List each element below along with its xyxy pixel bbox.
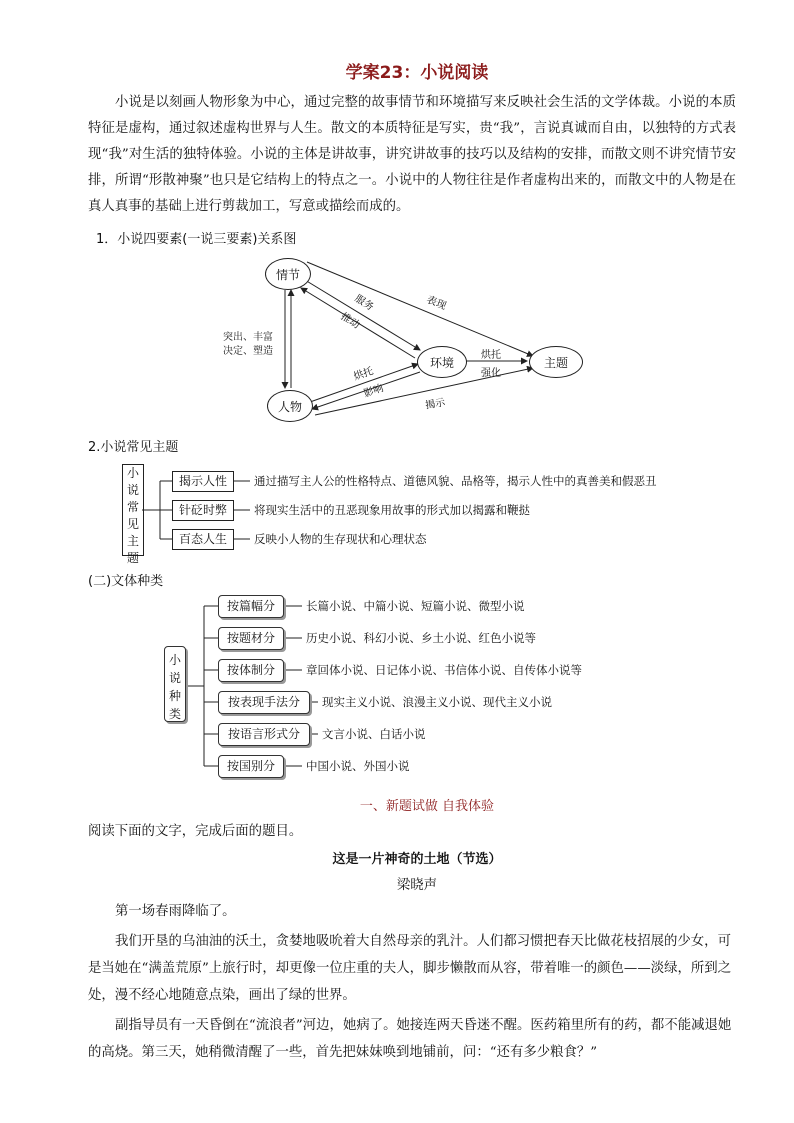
theme-desc-3: 反映小人物的生存现状和心理状态 [254, 532, 427, 546]
story-paragraph-2: 我们开垦的乌油油的沃土，贪婪地吸吮着大自然母亲的乳汁。人们都习惯把春天比做花枝招展的少女，可是当她在“满盖荒原”上旅行时，却更像一位庄重的夫人，脚步懒散而从容，带着唯一的颜色——淡绿，所到之处，漫不经心地随意点染，画出了绿的世界。 [88, 934, 732, 1003]
label-hongtuo2: 烘托 [481, 350, 501, 361]
label-yingxiang: 影响 [362, 382, 385, 400]
section3-heading: (二)文体种类 [88, 574, 164, 589]
story-body [88, 898, 736, 1069]
story-title: 这是一片神奇的土地（节选） [332, 852, 502, 867]
themes-diagram [120, 462, 720, 565]
node-theme: 主题 [529, 346, 583, 378]
genre-desc-5: 文言小说、白话小说 [322, 727, 426, 741]
genres-root: 小说种类 [164, 646, 186, 722]
story-author: 梁晓声 [396, 878, 438, 893]
genre-label-6: 按国别分 [218, 755, 284, 778]
genre-desc-1: 长篇小说、中篇小说、短篇小说、微型小说 [306, 599, 525, 613]
theme-label-3: 百态人生 [172, 529, 234, 550]
node-character: 人物 [267, 390, 313, 422]
node-plot: 情节 [265, 258, 311, 290]
arrow-plot-to-theme [307, 262, 533, 356]
label-tuidong: 推动 [338, 311, 362, 332]
label-qianghua: 强化 [481, 368, 501, 379]
instruction: 阅读下面的文字，完成后面的题目。 [88, 824, 303, 839]
genre-desc-6: 中国小说、外国小说 [306, 759, 410, 773]
story-paragraph-3: 副指导员有一天昏倒在“流浪者”河边，她病了。她接连两天昏迷不醒。医药箱里所有的药，都不能减退她的高烧。第三天，她稍微清醒了一些，首先把妹妹唤到地铺前，问：“还有多少粮食？” [88, 1018, 732, 1060]
genre-label-1: 按篇幅分 [218, 595, 284, 618]
intro-paragraph [88, 90, 736, 220]
theme-desc-2: 将现实生活中的丑恶现象用故事的形式加以揭露和鞭挞 [254, 503, 530, 517]
label-jieshi: 揭示 [424, 397, 447, 412]
node-environment: 环境 [417, 346, 467, 378]
genre-label-2: 按题材分 [218, 627, 284, 650]
theme-desc-1: 通过描写主人公的性格特点、道德风貌、品格等，揭示人性中的真善美和假恶丑 [254, 474, 657, 488]
intro-text: 小说是以刻画人物形象为中心，通过完整的故事情节和环境描写来反映社会生活的文学体裁。小说的本质特征是虚构，通过叙述虚构世界与人生。散文的本质特征是写实，贵“我”，言说真诚而自由，以独特的方式表现“我”对生活的独特体验。小说的主体是讲故事，讲究讲故事的技巧以及结构的安排，而散文则不讲究情节安排，所谓“形散神聚”也只是它结构上的特点之一。小说中的人物往往是作者虚构出来的，而散文中的人物是在真人真事的基础上进行剪裁加工，写意或描绘而成的。 [88, 95, 736, 214]
section1-heading: 1．小说四要素(一说三要素)关系图 [96, 232, 297, 247]
genre-label-5: 按语言形式分 [218, 723, 310, 746]
story-paragraph-1: 第一场春雨降临了。 [115, 904, 236, 919]
label-hongtuo: 烘托 [352, 365, 375, 383]
genres-diagram [160, 594, 720, 780]
genre-desc-3: 章回体小说、日记体小说、书信体小说、自传体小说等 [306, 663, 582, 677]
label-left-1: 突出、丰富 [223, 332, 273, 343]
label-biaoxian: 表现 [424, 294, 448, 313]
genre-label-3: 按体制分 [218, 659, 284, 682]
page-title: 学案23：小说阅读 [345, 63, 489, 83]
themes-root: 小说常见主题 [122, 464, 144, 556]
section2-heading: 2.小说常见主题 [88, 440, 179, 455]
elements-diagram [215, 252, 585, 424]
genre-desc-4: 现实主义小说、浪漫主义小说、现代主义小说 [322, 695, 552, 709]
genre-label-4: 按表现手法分 [218, 691, 310, 714]
section4-heading: 一、新题试做 自我体验 [359, 799, 495, 814]
genres-lines [160, 594, 720, 780]
label-left-2: 决定、塑造 [223, 346, 273, 357]
theme-label-2: 针砭时弊 [172, 500, 234, 521]
label-fuwu: 服务 [352, 293, 376, 314]
genre-desc-2: 历史小说、科幻小说、乡土小说、红色小说等 [306, 631, 536, 645]
theme-label-1: 揭示人性 [172, 471, 234, 492]
